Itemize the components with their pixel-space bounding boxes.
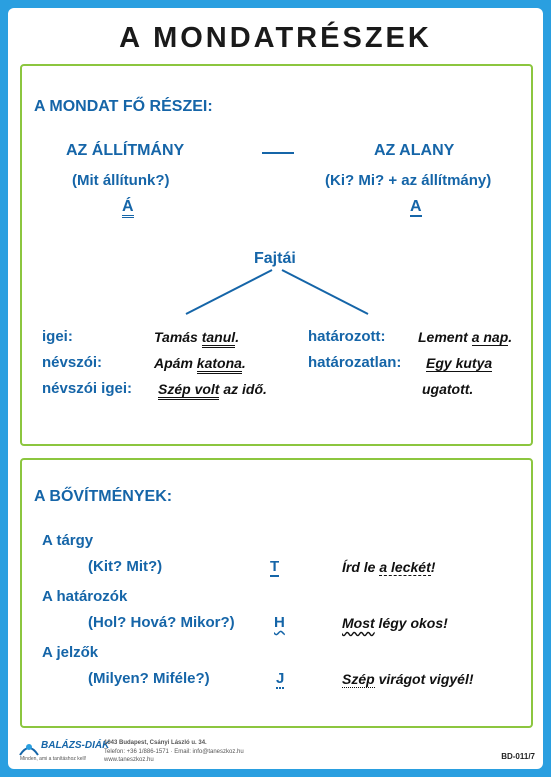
adverbial-question: (Hol? Hová? Mikor?): [88, 614, 235, 631]
adverbial-example: Most légy okos!: [342, 615, 448, 631]
poster-title: A MONDATRÉSZEK: [119, 22, 432, 54]
object-question: (Kit? Mit?): [88, 558, 163, 575]
subject-abbr: A: [410, 198, 422, 215]
type-example-continuation: ugatott.: [422, 381, 474, 397]
predicate-label: AZ ÁLLÍTMÁNY: [66, 142, 185, 159]
extensions-heading: A BŐVÍTMÉNYEK:: [34, 488, 173, 505]
type-label-nominal-verbal: névszói igei:: [42, 380, 133, 397]
object-name: A tárgy: [42, 532, 94, 549]
predicate-subject-dash: [262, 152, 294, 154]
adverbial-abbr: H: [274, 614, 285, 631]
type-example-nominal: Apám katona.: [154, 355, 246, 371]
types-label: Fajtái: [254, 250, 296, 267]
type-example-nominal-verbal: Szép volt az idő.: [158, 381, 267, 397]
type-label-indefinite: határozatlan:: [308, 354, 402, 371]
type-example-verbal: Tamás tanul.: [154, 329, 239, 345]
type-label-nominal: névszói:: [42, 354, 103, 371]
attribute-name: A jelzők: [42, 644, 99, 661]
type-label-definite: határozott:: [308, 328, 386, 345]
extensions-panel: [20, 458, 533, 728]
publisher-tagline: Minden, ami a tanításhoz kell!: [20, 756, 87, 762]
attribute-example: Szép virágot vigyél!: [342, 671, 474, 687]
product-code: BD-011/7: [501, 752, 535, 761]
attribute-question: (Milyen? Miféle?): [88, 670, 210, 687]
subject-label: AZ ALANY: [374, 142, 455, 159]
poster-sheet: [8, 8, 543, 769]
attribute-abbr: J: [276, 670, 285, 687]
publisher-brand: BALÁZS-DIÁK: [41, 740, 110, 751]
subject-question: (Ki? Mi? + az állítmány): [325, 172, 492, 189]
type-label-verbal: igei:: [42, 328, 73, 345]
predicate-question: (Mit állítunk?): [72, 172, 170, 189]
object-abbr: T: [270, 558, 280, 575]
predicate-abbr: Á: [122, 198, 134, 218]
publisher-web: www.taneszkoz.hu: [104, 757, 154, 763]
publisher-address: 1043 Budapest, Csányi László u. 34.: [104, 740, 207, 746]
type-example-definite: Lement a nap.: [418, 329, 513, 345]
types-branch-lines: [182, 268, 372, 316]
publisher-contact: Telefon: +36 1/886-1571 · Email: info@taneszkoz.hu: [104, 749, 244, 755]
adverbial-name: A határozók: [42, 588, 128, 605]
object-example: Írd le a leckét!: [342, 559, 436, 575]
main-parts-panel: [20, 64, 533, 446]
footer: [8, 732, 543, 769]
type-example-indefinite: Egy kutya: [426, 355, 493, 371]
main-parts-heading: A MONDAT FŐ RÉSZEI:: [34, 98, 213, 115]
